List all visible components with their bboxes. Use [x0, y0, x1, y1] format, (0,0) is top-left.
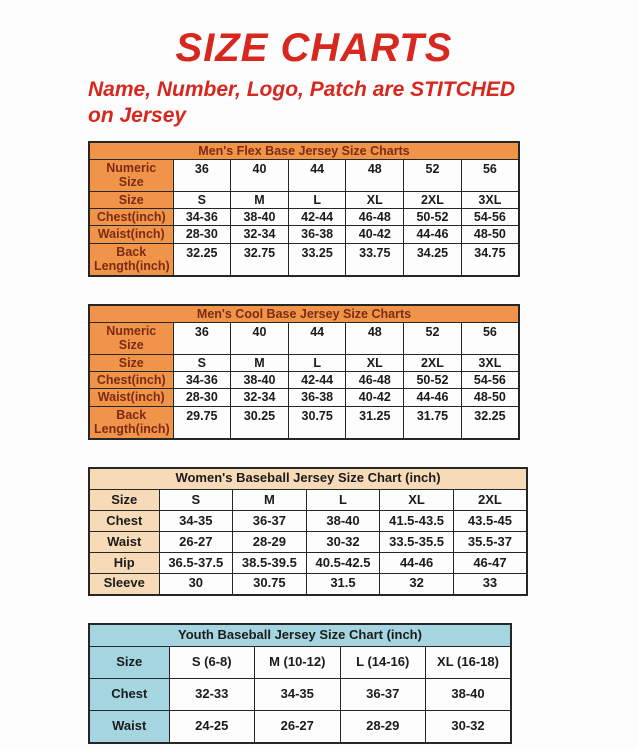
- table-cell: 44: [288, 159, 346, 191]
- table-cell: 56: [461, 322, 519, 354]
- table-cell: 38-40: [426, 679, 512, 711]
- table-cell: 40: [231, 159, 289, 191]
- table-cell: 38-40: [231, 372, 289, 389]
- table-cell: 36.5-37.5: [159, 553, 233, 574]
- table-row: [89, 191, 519, 208]
- table-row: [89, 679, 511, 711]
- table-cell: 40.5-42.5: [306, 553, 380, 574]
- table-title: Men's Flex Base Jersey Size Charts: [89, 142, 519, 160]
- table-cell: 54-56: [461, 372, 519, 389]
- table-cell: 36: [173, 159, 231, 191]
- row-label: Size: [89, 191, 173, 208]
- page-subtitle-line2: on Jersey: [88, 104, 187, 128]
- table-row: [89, 354, 519, 371]
- row-label: Size: [89, 354, 173, 371]
- table-cell: 50-52: [404, 209, 462, 226]
- table-title: Women's Baseball Jersey Size Chart (inch): [89, 468, 527, 490]
- table-cell: 46-47: [453, 553, 527, 574]
- table-cell: XL: [346, 354, 404, 371]
- table-cell: 48-50: [461, 226, 519, 243]
- table-row: [89, 159, 519, 191]
- table-cell: 36-37: [340, 679, 426, 711]
- table-cell: XL: [380, 490, 454, 511]
- table-cell: 30-32: [306, 532, 380, 553]
- table-cell: L: [288, 191, 346, 208]
- table-row: [89, 406, 519, 438]
- table-row: [89, 322, 519, 354]
- table-title-row: [89, 305, 519, 323]
- table-row: [89, 532, 527, 553]
- table-cell: 30.75: [288, 406, 346, 438]
- table-cell: 28-30: [173, 226, 231, 243]
- table-cell: 33.5-35.5: [380, 532, 454, 553]
- row-label: Chest(inch): [89, 372, 173, 389]
- table-cell: 32-33: [169, 679, 255, 711]
- row-label: Waist(inch): [89, 389, 173, 406]
- table-cell: 44: [288, 322, 346, 354]
- row-label: Chest: [89, 511, 159, 532]
- table-cell: M (10-12): [255, 647, 341, 679]
- table-row: [89, 389, 519, 406]
- table-cell: 46-48: [346, 209, 404, 226]
- table-cell: 34-36: [173, 209, 231, 226]
- table-cell: S: [173, 191, 231, 208]
- row-label: Back Length(inch): [89, 406, 173, 438]
- table-cell: 26-27: [255, 711, 341, 743]
- table-cell: M: [231, 191, 289, 208]
- table-title-row: [89, 624, 511, 647]
- table-cell: 34-35: [159, 511, 233, 532]
- table-row: [89, 711, 511, 743]
- table-cell: 36-38: [288, 389, 346, 406]
- row-label: Size: [89, 490, 159, 511]
- page-subtitle-line1: Name, Number, Logo, Patch are STITCHED: [88, 78, 516, 101]
- table-cell: 43.5-45: [453, 511, 527, 532]
- table-cell: 48: [346, 159, 404, 191]
- row-label: Size: [89, 647, 169, 679]
- table-cell: 36: [173, 322, 231, 354]
- table-cell: 35.5-37: [453, 532, 527, 553]
- table-cell: 34-36: [173, 372, 231, 389]
- table-title-row: [89, 468, 527, 490]
- table-cell: S (6-8): [169, 647, 255, 679]
- table-cell: 42-44: [288, 209, 346, 226]
- table-cell: S: [173, 354, 231, 371]
- table-cell: M: [233, 490, 307, 511]
- table-cell: 29.75: [173, 406, 231, 438]
- size-table-womens-baseball: [88, 467, 528, 596]
- table-cell: 30-32: [426, 711, 512, 743]
- table-cell: 50-52: [404, 372, 462, 389]
- row-label: Numeric Size: [89, 322, 173, 354]
- table-cell: 52: [404, 159, 462, 191]
- table-row: [89, 574, 527, 595]
- table-cell: 34.25: [404, 243, 462, 275]
- table-row: [89, 209, 519, 226]
- table-cell: 34.75: [461, 243, 519, 275]
- tables-container: [88, 141, 638, 744]
- table-row: [89, 243, 519, 275]
- table-cell: 2XL: [404, 191, 462, 208]
- table-cell: 24-25: [169, 711, 255, 743]
- table-row: [89, 553, 527, 574]
- table-cell: L: [306, 490, 380, 511]
- table-cell: 34-35: [255, 679, 341, 711]
- table-cell: S: [159, 490, 233, 511]
- table-cell: 2XL: [404, 354, 462, 371]
- size-table-mens-flex-base: [88, 141, 520, 277]
- table-title: Youth Baseball Jersey Size Chart (inch): [89, 624, 511, 647]
- table-cell: 48-50: [461, 389, 519, 406]
- row-label: Chest: [89, 679, 169, 711]
- table-cell: M: [231, 354, 289, 371]
- table-row: [89, 511, 527, 532]
- table-cell: 44-46: [404, 226, 462, 243]
- row-label: Waist: [89, 711, 169, 743]
- table-cell: 28-29: [233, 532, 307, 553]
- row-label: Waist: [89, 532, 159, 553]
- table-cell: 32-34: [231, 226, 289, 243]
- table-cell: 46-48: [346, 372, 404, 389]
- row-label: Hip: [89, 553, 159, 574]
- table-cell: 31.5: [306, 574, 380, 595]
- table-cell: 42-44: [288, 372, 346, 389]
- table-cell: 26-27: [159, 532, 233, 553]
- table-title-row: [89, 142, 519, 160]
- table-cell: 32.25: [173, 243, 231, 275]
- table-cell: 31.25: [346, 406, 404, 438]
- row-label: Chest(inch): [89, 209, 173, 226]
- page-title: SIZE CHARTS: [175, 26, 453, 70]
- table-cell: XL: [346, 191, 404, 208]
- table-cell: 3XL: [461, 191, 519, 208]
- table-cell: 56: [461, 159, 519, 191]
- table-cell: 40: [231, 322, 289, 354]
- table-cell: 2XL: [453, 490, 527, 511]
- table-cell: 54-56: [461, 209, 519, 226]
- table-row: [89, 372, 519, 389]
- table-cell: 33.25: [288, 243, 346, 275]
- table-cell: 38.5-39.5: [233, 553, 307, 574]
- table-cell: 38-40: [306, 511, 380, 532]
- table-cell: 33.75: [346, 243, 404, 275]
- row-label: Back Length(inch): [89, 243, 173, 275]
- table-cell: 32-34: [231, 389, 289, 406]
- row-label: Waist(inch): [89, 226, 173, 243]
- table-cell: 32.25: [461, 406, 519, 438]
- table-cell: 32.75: [231, 243, 289, 275]
- table-cell: L (14-16): [340, 647, 426, 679]
- table-row: [89, 647, 511, 679]
- table-cell: 33: [453, 574, 527, 595]
- size-table-youth-baseball: [88, 623, 512, 744]
- table-cell: 31.75: [404, 406, 462, 438]
- table-cell: 28-29: [340, 711, 426, 743]
- row-label: Sleeve: [89, 574, 159, 595]
- page-header: [88, 26, 550, 130]
- table-cell: 40-42: [346, 226, 404, 243]
- size-table-mens-cool-base: [88, 304, 520, 440]
- table-cell: 44-46: [404, 389, 462, 406]
- table-cell: 30: [159, 574, 233, 595]
- table-cell: 44-46: [380, 553, 454, 574]
- table-row: [89, 226, 519, 243]
- page-subtitle: [88, 77, 548, 130]
- table-cell: 48: [346, 322, 404, 354]
- table-row: [89, 490, 527, 511]
- table-cell: 40-42: [346, 389, 404, 406]
- table-cell: 36-38: [288, 226, 346, 243]
- table-cell: 52: [404, 322, 462, 354]
- table-cell: 3XL: [461, 354, 519, 371]
- table-cell: 30.25: [231, 406, 289, 438]
- table-cell: L: [288, 354, 346, 371]
- table-title: Men's Cool Base Jersey Size Charts: [89, 305, 519, 323]
- table-cell: 32: [380, 574, 454, 595]
- table-cell: 38-40: [231, 209, 289, 226]
- table-cell: 28-30: [173, 389, 231, 406]
- table-cell: 41.5-43.5: [380, 511, 454, 532]
- table-cell: 30.75: [233, 574, 307, 595]
- table-cell: XL (16-18): [426, 647, 512, 679]
- table-cell: 36-37: [233, 511, 307, 532]
- row-label: Numeric Size: [89, 159, 173, 191]
